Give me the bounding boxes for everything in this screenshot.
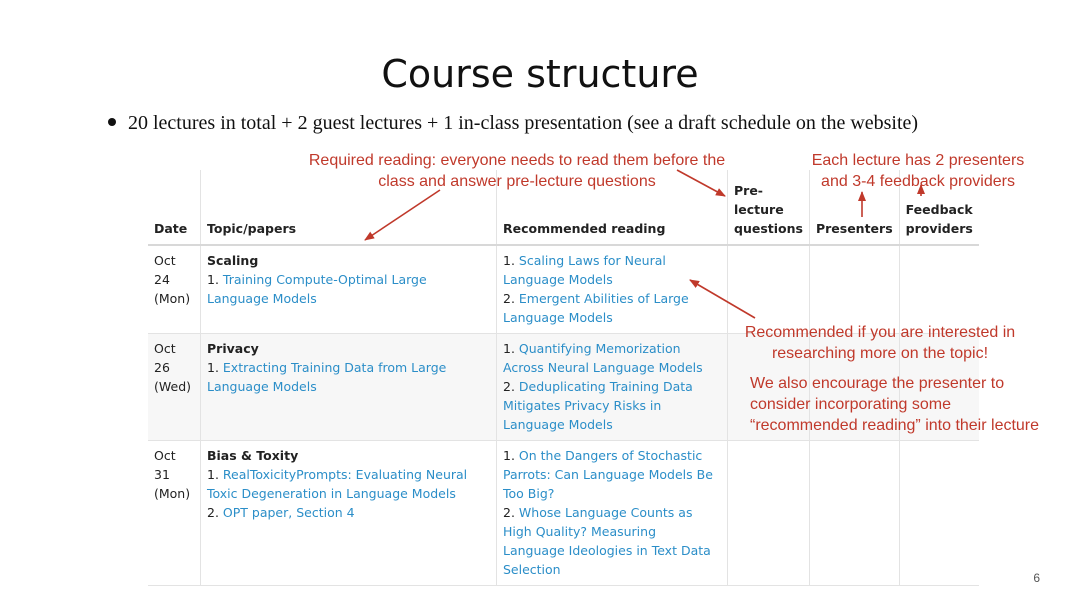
annotation-required-line1: Required reading: everyone needs to read them before the	[308, 152, 726, 169]
annotation-presenters-line1: Each lecture has 2 presenters	[811, 152, 1025, 169]
table-row	[148, 441, 979, 586]
date-weekday: (Mon)	[154, 486, 191, 501]
annotation-encourage	[750, 373, 1070, 436]
feedback-cell	[899, 441, 979, 586]
header-recommended: Recommended reading	[497, 170, 728, 245]
annotation-encourage-line1: We also encourage the presenter to	[750, 375, 1005, 392]
slide-title: Course structure	[381, 52, 699, 96]
header-feedback-line2: providers	[905, 221, 973, 236]
paper-link[interactable]: Training Compute-Optimal Large Language Models	[207, 272, 427, 306]
paper-link[interactable]: RealToxicityPrompts: Evaluating Neural Toxic Degeneration in Language Models	[207, 467, 468, 501]
recommended-item	[503, 446, 721, 503]
date-day: 31	[154, 467, 170, 482]
header-feedback-line1: Feedback	[905, 202, 973, 217]
recommended-item	[503, 377, 721, 434]
header-pre-line1: Pre-	[734, 183, 763, 198]
annotation-recommended	[724, 322, 1036, 364]
bullet-text: 20 lectures in total + 2 guest lectures + 1 in-class presentation (see a draft schedule on the website)	[128, 112, 919, 134]
recommended-link[interactable]: Scaling Laws for Neural Language Models	[503, 253, 666, 287]
header-pre-line3: questions	[734, 221, 803, 236]
annotation-recommended-line1: Recommended if you are interested in	[744, 324, 1016, 341]
annotation-required-reading	[278, 150, 756, 192]
date-day: 26	[154, 360, 170, 375]
recommended-number: 2.	[503, 379, 519, 394]
recommended-item	[503, 251, 721, 289]
header-pre-line2: lecture	[734, 202, 784, 217]
annotation-required-line2: class and answer pre-lecture questions	[378, 173, 656, 190]
paper-number: 1.	[207, 272, 223, 287]
topic-title: Privacy	[207, 341, 259, 356]
recommended-item	[503, 339, 721, 377]
annotation-presenters	[796, 150, 1040, 192]
paper-number: 1.	[207, 467, 223, 482]
pre-lecture-cell	[728, 245, 810, 334]
feedback-cell	[899, 245, 979, 334]
header-topic: Topic/papers	[201, 170, 497, 245]
header-presenters: Presenters	[809, 170, 899, 245]
paper-item	[207, 358, 490, 396]
recommended-link[interactable]: Whose Language Counts as High Quality? Measuring Language Ideologies in Text Data Selection	[503, 505, 711, 577]
recommended-link[interactable]: On the Dangers of Stochastic Parrots: Can Language Models Be Too Big?	[503, 448, 713, 501]
date-month: Oct	[154, 448, 176, 463]
recommended-number: 1.	[503, 448, 519, 463]
recommended-number: 2.	[503, 505, 519, 520]
date-day: 24	[154, 272, 170, 287]
date-weekday: (Mon)	[154, 291, 191, 306]
pre-lecture-cell	[728, 441, 810, 586]
date-cell	[148, 334, 201, 441]
annotation-encourage-line3: “recommended reading” into their lecture	[750, 417, 1040, 434]
date-weekday: (Wed)	[154, 379, 192, 394]
recommended-number: 1.	[503, 253, 519, 268]
date-month: Oct	[154, 341, 176, 356]
paper-link[interactable]: Extracting Training Data from Large Language Models	[207, 360, 447, 394]
paper-item	[207, 465, 490, 503]
recommended-number: 2.	[503, 291, 519, 306]
paper-number: 2.	[207, 505, 223, 520]
topic-cell	[201, 441, 497, 586]
presenters-cell	[809, 245, 899, 334]
topic-title: Scaling	[207, 253, 259, 268]
recommended-link[interactable]: Emergent Abilities of Large Language Models	[503, 291, 689, 325]
date-cell	[148, 441, 201, 586]
paper-link[interactable]: OPT paper, Section 4	[222, 505, 355, 520]
annotation-presenters-line2: and 3-4 feedback providers	[821, 173, 1015, 190]
annotation-encourage-line2: consider incorporating some	[750, 396, 951, 413]
table-row	[148, 245, 979, 334]
recommended-cell	[497, 441, 728, 586]
recommended-number: 1.	[503, 341, 519, 356]
paper-number: 1.	[207, 360, 223, 375]
topic-cell	[201, 245, 497, 334]
topic-cell	[201, 334, 497, 441]
recommended-link[interactable]: Quantifying Memorization Across Neural Language Models	[503, 341, 703, 375]
date-cell	[148, 245, 201, 334]
paper-item	[207, 503, 490, 522]
page-number: 6	[1033, 571, 1040, 585]
bullet-point	[108, 112, 918, 135]
recommended-link[interactable]: Deduplicating Training Data Mitigates Privacy Risks in Language Models	[503, 379, 693, 432]
date-month: Oct	[154, 253, 176, 268]
topic-title: Bias & Toxity	[207, 448, 299, 463]
presenters-cell	[809, 441, 899, 586]
recommended-cell	[497, 245, 728, 334]
recommended-cell	[497, 334, 728, 441]
recommended-item	[503, 503, 721, 579]
recommended-item	[503, 289, 721, 327]
bullet-dot	[108, 118, 116, 126]
annotation-recommended-line2: researching more on the topic!	[771, 345, 989, 362]
paper-item	[207, 270, 490, 308]
header-date: Date	[148, 170, 201, 245]
